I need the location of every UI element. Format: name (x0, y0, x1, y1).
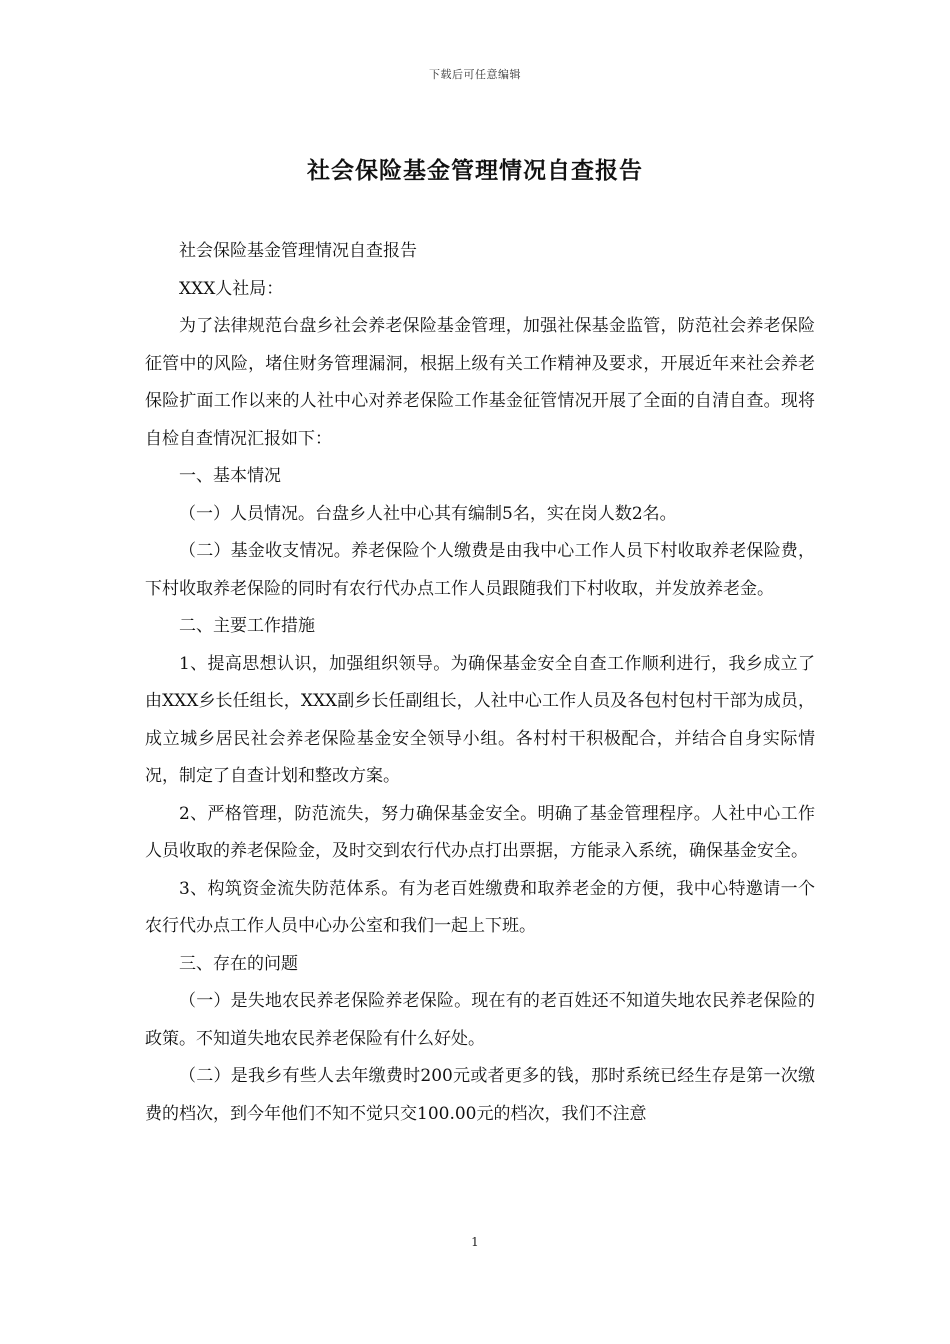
section-heading-measures: 二、主要工作措施 (179, 616, 315, 636)
body-paragraph-fund: （二）基金收支情况。养老保险个人缴费是由我中心工作人员下村收取养老保险费，下村收取养老保险的同时有农行代办点工作人员跟随我们下村收取，并发放养老金。 (145, 541, 815, 599)
body-paragraph-measure-3: 3、构筑资金流失防范体系。有为老百姓缴费和取养老金的方便，我中心特邀请一个农行代办点工作人员中心办公室和我们一起上下班。 (145, 878, 815, 936)
body-paragraph-measure-1: 1、提高思想认识，加强组织领导。为确保基金安全自查工作顺利进行，我乡成立了由XXX乡长任组长，XXX副乡长任副组长，人社中心工作人员及各包村包村干部为成员，成立城乡居民社会养老保险基金安全领导小组。各村村干积极配合，并结合自身实际情况，制定了自查计划和整改方案。 (145, 653, 815, 786)
body-paragraph-problem-1: （一）是失地农民养老保险养老保险。现在有的老百姓还不知道失地农民养老保险的政策。不知道失地农民养老保险有什么好处。 (145, 991, 815, 1049)
document-body (145, 233, 815, 1133)
body-paragraph-measure-2: 2、严格管理，防范流失，努力确保基金安全。明确了基金管理程序。人社中心工作人员收取的养老保险金，及时交到农行代办点打出票据，方能录入系统，确保基金安全。 (145, 803, 815, 861)
body-paragraph-staff: （一）人员情况。台盘乡人社中心其有编制5名，实在岗人数2名。 (179, 503, 677, 524)
section-heading-basic: 一、基本情况 (179, 466, 281, 486)
body-paragraph-problem-2: （二）是我乡有些人去年缴费时200元或者更多的钱，那时系统已经生存是第一次缴费的档次，到今年他们不知不觉只交100.00元的档次，我们不注意 (145, 1066, 815, 1124)
body-paragraph-intro: 为了法律规范台盘乡社会养老保险基金管理，加强社保基金监管，防范社会养老保险征管中的风险，堵住财务管理漏洞，根据上级有关工作精神及要求，开展近年来社会养老保险扩面工作以来的人社中心对养老保险工作基金征管情况开展了全面的自清自查。现将自检自查情况汇报如下： (145, 316, 815, 449)
page-number: 1 (471, 1235, 479, 1249)
document-title: 社会保险基金管理情况自查报告 (307, 157, 643, 184)
body-paragraph-subtitle: 社会保险基金管理情况自查报告 (179, 241, 417, 261)
body-paragraph-addressee: XXX人社局： (179, 278, 284, 299)
section-heading-problems: 三、存在的问题 (179, 953, 298, 974)
header-note: 下载后可任意编辑 (429, 68, 521, 81)
